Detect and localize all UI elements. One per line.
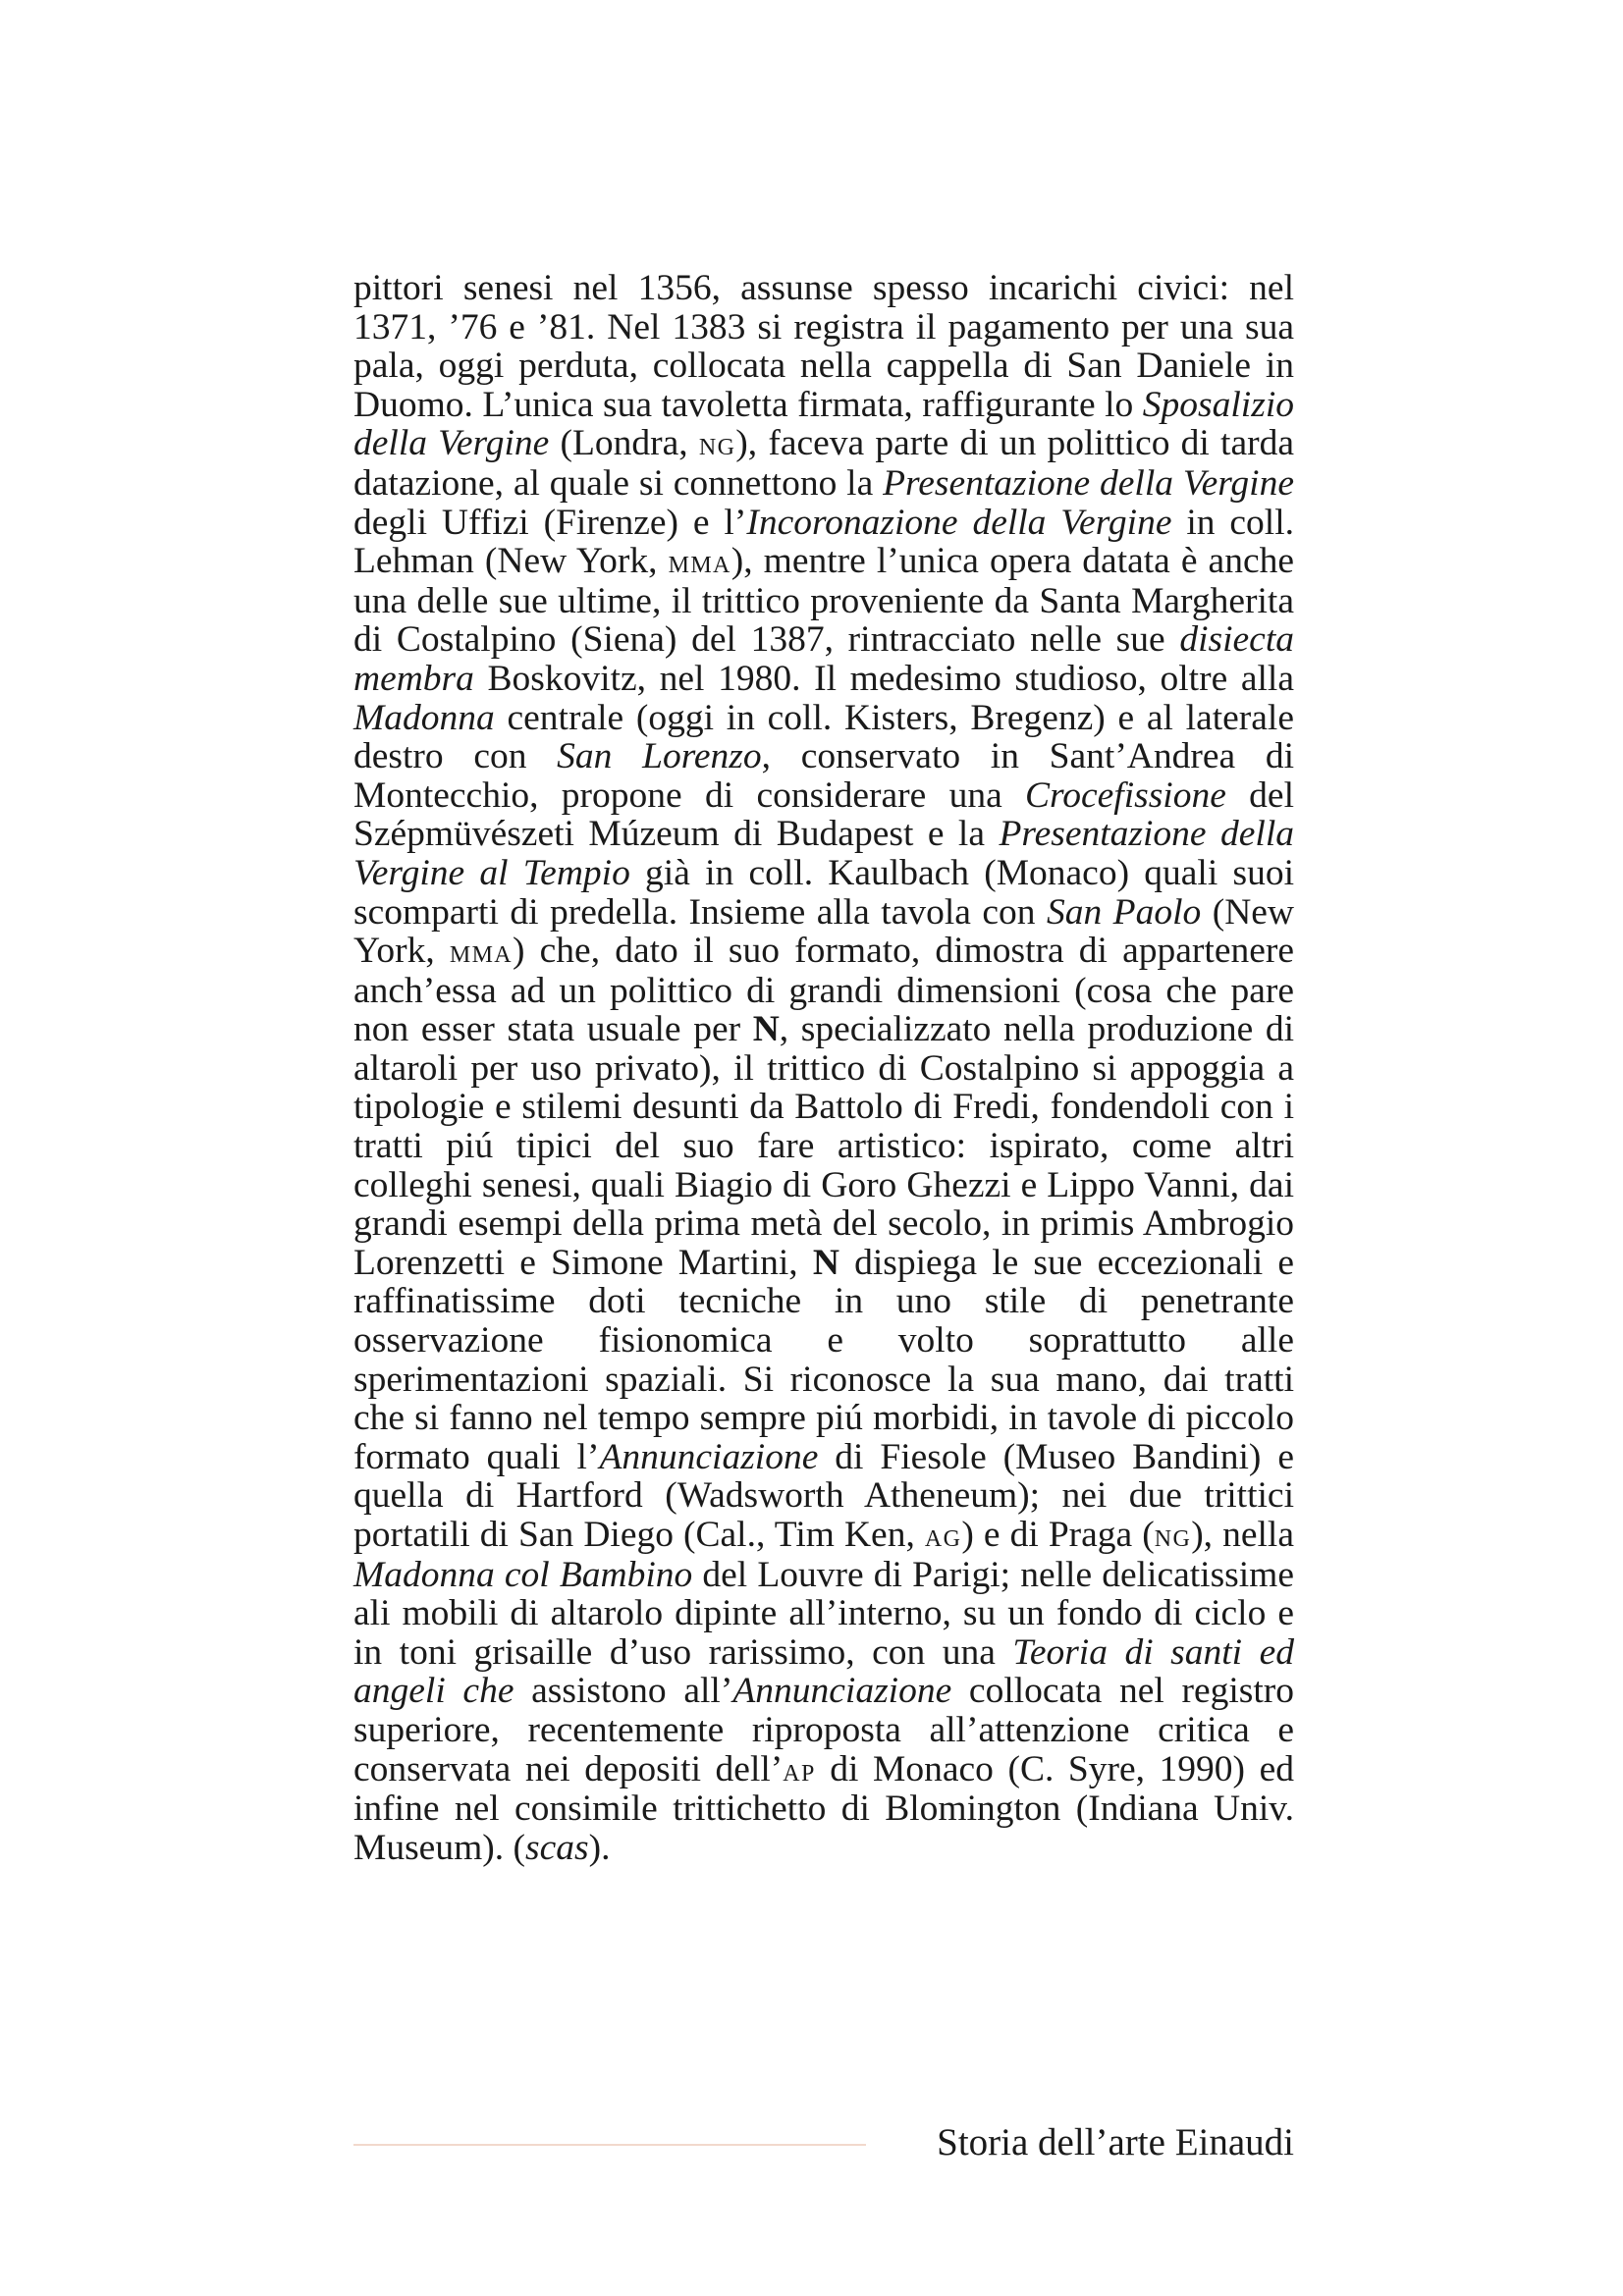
museum-abbreviation: ng [698,425,736,463]
italic-title: San Lorenzo [557,736,762,777]
italic-title: Incoronazione della Vergine [746,502,1172,543]
text-run: (Londra, [549,423,699,464]
italic-title: Presentazione della Vergine [883,462,1294,504]
text-run: , conservato in Sant’Andrea di Montecchio, propone di considerare una [353,736,1295,816]
italic-title: Teoria di santi ed angeli che [353,1631,1294,1712]
museum-abbreviation: ap [783,1750,816,1789]
text-run: ), faceva parte di un polittico di tarda datazione, al quale si connettono la [353,423,1294,504]
text-run: degli Uffizi (Firenze) e l’ [353,502,747,543]
museum-abbreviation: ag [924,1517,962,1554]
text-run: in coll. Lehman (New York, [353,502,1294,582]
text-run: centrale (oggi in coll. Kisters, Bregenz) e al laterale destro con [353,697,1294,777]
museum-abbreviation: mma [449,933,514,971]
text-run: , specializzato nella produzione di altaroli per uso privato), il trittico di Costalpino si appoggia a tipologie e stilemi desunti da Battolo di Fredi, fondendoli con i tratti piú tipici del suo fare artistico: ispirato, come altri colleghi senesi, quali Biagio di Goro Ghezzi e Lippo Vanni, dai grandi esempi della prima metà del secolo, in primis Ambrogio Lorenzetti e Simone Martini, [353,1009,1295,1283]
footer-divider [353,2144,866,2146]
italic-title: Sposalizio della Vergine [353,384,1294,464]
italic-title: Annunciazione [599,1436,819,1477]
italic-title: Crocefissione [1025,774,1226,816]
text-run: collocata nel registro superiore, recentemente riproposta all’attenzione critica e conservata nei depositi dell’ [353,1671,1295,1789]
artist-initial: N [752,1009,780,1050]
text-run: del Louvre di Parigi; nelle delicatissime ali mobili di altarolo dipinte all’interno, su un fondo di ciclo e in toni grisaille d’uso rarissimo, con una [353,1554,1294,1673]
italic-title: Presentazione della Vergine al Tempio [353,814,1294,893]
author-signature: scas [524,1827,589,1868]
text-run: di Fiesole (Museo Bandini) e quella di Hartford (Wadsworth Atheneum); nei due trittici portatili di San Diego (Cal., Tim Ken, [353,1436,1294,1555]
text-run: (New York, [353,891,1294,972]
text-run: ), mentre l’unica opera datata è anche una delle sue ultime, il trittico proveniente da Santa Margherita di Costalpino (Siena) del 1387, rintracciato nelle sue [353,541,1294,661]
text-run: ) che, dato il suo formato, dimostra di appartenere anch’essa ad un polittico di grandi dimensioni (cosa che pare non esser stata usuale per [353,931,1294,1050]
body-paragraph [353,269,1294,1867]
museum-abbreviation: mma [668,543,731,581]
text-run: assistono all’ [514,1671,733,1712]
museum-abbreviation: ng [1154,1517,1192,1554]
italic-title: San Paolo [1046,891,1202,933]
text-run: di Monaco (C. Syre, 1990) ed infine nel consimile trittichetto di Blomington (Indiana Univ. Museum). ( [353,1748,1294,1868]
text-run: ). [588,1827,611,1868]
text-run: ), nella [1191,1515,1294,1555]
text-run: dispiega le sue eccezionali e raffinatissime doti tecniche in uno stile di penetrante osservazione fisionomica e volto soprattutto alle sperimentazioni spaziali. Si riconosce la sua mano, dai tratti che si fanno nel tempo sempre piú morbidi, in tavole di piccolo formato quali l’ [353,1242,1294,1477]
italic-title: Madonna col Bambino [353,1554,693,1595]
text-run: pittori senesi nel 1356, assunse spesso incarichi civici: nel 1371, ’76 e ’81. Nel 1383 si registra il pagamento per una sua pala, oggi perduta, collocata nella cappella di San Daniele in Duomo. L’unica sua tavoletta firmata, raffigurante lo [353,268,1294,425]
text-run: del Szépmüvészeti Múzeum di Budapest e la [353,774,1294,855]
text-run: ) e di Praga ( [961,1515,1155,1555]
footer-publication-title: Storia dell’arte Einaudi [937,2121,1294,2163]
italic-title: Madonna [353,697,495,738]
italic-title: Annunciazione [732,1671,952,1712]
artist-initial: N [812,1242,839,1283]
italic-title: disiecta membra [353,619,1294,699]
text-run: già in coll. Kaulbach (Monaco) quali suoi scomparti di predella. Insieme alla tavola con [353,852,1294,933]
text-run: Boskovitz, nel 1980. Il medesimo studioso, oltre alla [473,658,1294,699]
